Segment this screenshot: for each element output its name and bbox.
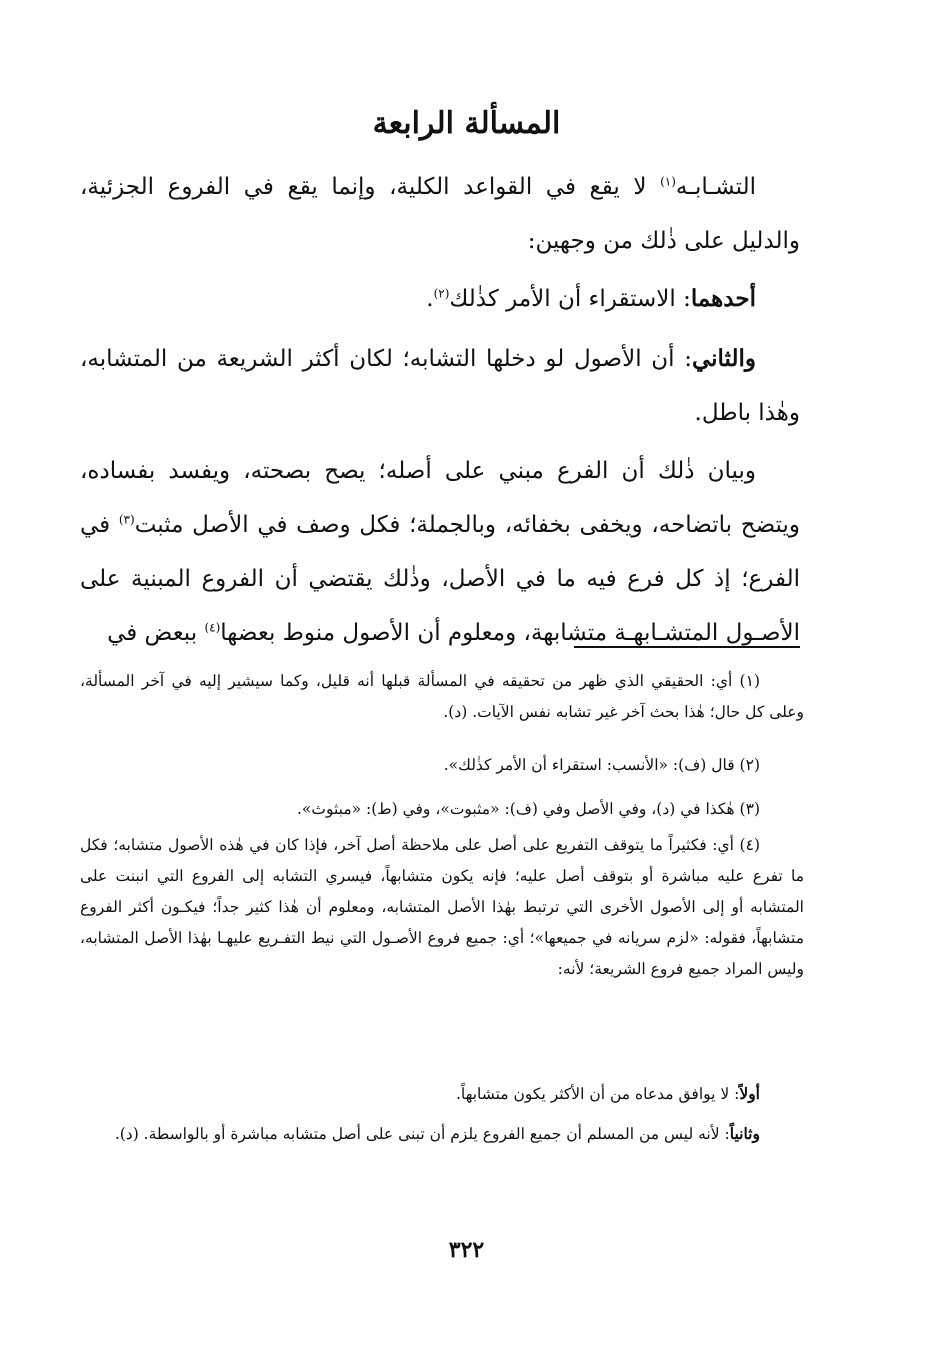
first-reason-end: .: [426, 286, 434, 312]
paragraph-intro-text: لا يقع في القواعد الكلية، وإنما يقع في الفروع الجزئية، والدليل على ذٰلك من وجهين:: [80, 174, 800, 254]
footnote-ref-2[interactable]: (٢): [433, 286, 450, 301]
page-title: المسألة الرابعة: [372, 106, 561, 141]
explanation-text-a: وبيان ذٰلك أن الفرع مبني على أصله؛ يصح بصحته، ويفسد بفساده، ويتضح باتضاحه، ويخفى بخفائه، وبالجملة؛ فكل وصف في الأصل مثبت: [80, 458, 800, 538]
footnote-divider: [574, 646, 800, 648]
paragraph-second-reason: [80, 332, 800, 440]
footnote-ref-4[interactable]: (٤): [204, 620, 221, 635]
second-point-label: وثانياً: [729, 1124, 760, 1143]
first-point-text: : لا يوافق مدعاه من أن الأكثر يكون متشابهاً.: [455, 1085, 740, 1103]
second-reason-label: والثاني: [691, 345, 756, 372]
paragraph-intro-lead: التشـابـه: [675, 174, 756, 200]
explanation-text-c: ببعض في: [107, 620, 205, 646]
paragraph-explanation: [80, 444, 800, 660]
footnote-1: (١) أي: الحقيقي الذي ظهر من تحقيقه في المسألة قبلها أنه قليل، وكما سيشير إليه في آخر المسألة، وعلى كل حال؛ هٰذا بحث آخر غير تشابه نفس الآيات. (د).: [80, 672, 804, 721]
first-point-label: أولاً: [739, 1084, 760, 1103]
explanation-text-b: في الفرع؛ إذ كل فرع فيه ما في الأصل، وذٰلك يقتضي أن الفروع المبنية على الأصـول المتشـابهـة متشابهة، ومعلوم أن الأصول منوط بعضها: [80, 512, 800, 646]
footnote-ref-3[interactable]: (٣): [118, 512, 135, 527]
footnote-2: (٢) قال (ف): «الأنسب: استقراء أن الأمر كذٰلك».: [443, 756, 760, 774]
first-reason-text: : الاستقراء أن الأمر كذٰلك: [449, 286, 691, 312]
second-point-text: : لأنه ليس من المسلم أن جميع الفروع يلزم أن تبنى على أصل متشابه مباشرة أو بالواسطة. (د).: [114, 1125, 730, 1143]
page-number: ٣٢٢: [448, 1237, 485, 1263]
paragraph-intro: [80, 160, 800, 268]
footnote-4-second-point: [80, 1118, 804, 1150]
footnote-3: (٣) هٰكذا في (د)، وفي الأصل وفي (ف): «مثبوت»، وفي (ط): «مبثوث».: [296, 800, 760, 818]
paragraph-first-reason: [80, 272, 800, 326]
footnote-4: (٤) أي: فكثيراً ما يتوقف التفريع على أصل على ملاحظة أصل آخر، فإذا كان في هٰذه الأصول متشابه؛ فكل ما تفرع عليه مباشرة أو بتوقف أصل عليه؛ فإنه يكون متشابهاً، فيسري التشابه إلى الفروع التي انبنت على المتشابه أو إلى الأصول الأخرى التي ترتبط بهٰذا الأصل المتشابه، ومعلوم أن هٰذا كثير جداً؛ فيكـون أكثر الفروع متشابهاً، فقوله: «لزم سريانه في جميعها»؛ أي: جميع فروع الأصـول التي نيط التفـريع عليهـا بهٰذا الأصل المتشابه، وليس المراد جميع فروع الشريعة؛ لأنه:: [80, 836, 804, 978]
second-reason-text: : أن الأصول لو دخلها التشابه؛ لكان أكثر الشريعة من المتشابه، وهٰذا باطل.: [80, 346, 800, 426]
first-reason-label: أحدهما: [690, 285, 756, 312]
footnote-4-first-point: [80, 1078, 804, 1110]
footnote-ref-1[interactable]: (١): [660, 174, 676, 189]
